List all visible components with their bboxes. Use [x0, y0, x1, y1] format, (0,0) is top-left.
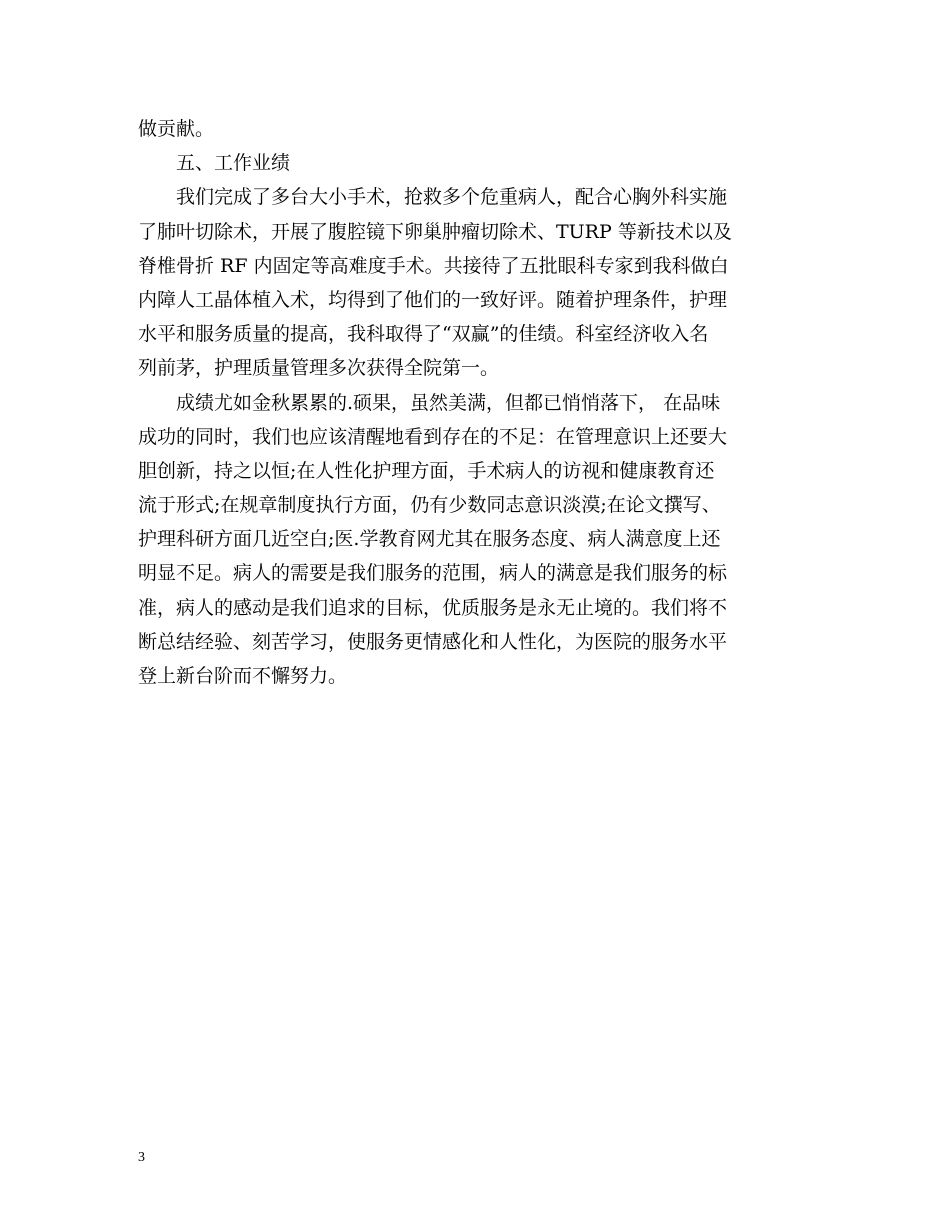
text-line: 我们完成了多台大小手术，抢救多个危重病人，配合心胸外科实施 — [176, 186, 728, 209]
text-line: 脊椎骨折 RF 内固定等高难度手术。共接待了五批眼科专家到我科做白 — [138, 254, 729, 277]
text-line: 做贡献。 — [138, 118, 215, 140]
text-line: 了肺叶切除术，开展了腹腔镜下卵巢肿瘤切除术、TURP 等新技术以及 — [138, 220, 732, 243]
text-line: 内障人工晶体植入术，均得到了他们的一致好评。随着护理条件，护理 — [138, 288, 728, 311]
text-line: 水平和服务质量的提高，我科取得了“双赢”的佳绩。科室经济收入名 — [138, 323, 709, 346]
text-line: 成功的同时，我们也应该清醒地看到存在的不足：在管理意识上还要大 — [138, 425, 728, 448]
section-heading: 五、工作业绩 — [176, 152, 291, 175]
text-line: 准，病人的感动是我们追求的目标，优质服务是永无止境的。我们将不 — [138, 596, 728, 619]
text-line: 登上新台阶而不懈努力。 — [138, 665, 348, 687]
text-line: 列前茅，护理质量管理多次获得全院第一。 — [138, 357, 500, 380]
page-number: 3 — [138, 1150, 145, 1165]
text-line: 胆创新，持之以恒;在人性化护理方面，手术病人的访视和健康教育还 — [138, 459, 715, 482]
text-line: 流于形式;在规章制度执行方面，仍有少数同志意识淡漠;在论文撰写、 — [138, 494, 721, 517]
text-line: 成绩尤如金秋累累的.硕果，虽然美满，但都已悄悄落下， 在品味 — [176, 391, 721, 414]
text-line: 护理科研方面几近空白;医.学教育网尤其在服务态度、病人满意度上还 — [138, 528, 721, 551]
text-line: 明显不足。病人的需要是我们服务的范围，病人的满意是我们服务的标 — [138, 562, 728, 585]
text-line: 断总结经验、刻苦学习，使服务更情感化和人性化，为医院的服务水平 — [138, 630, 728, 653]
document-body — [138, 112, 828, 693]
